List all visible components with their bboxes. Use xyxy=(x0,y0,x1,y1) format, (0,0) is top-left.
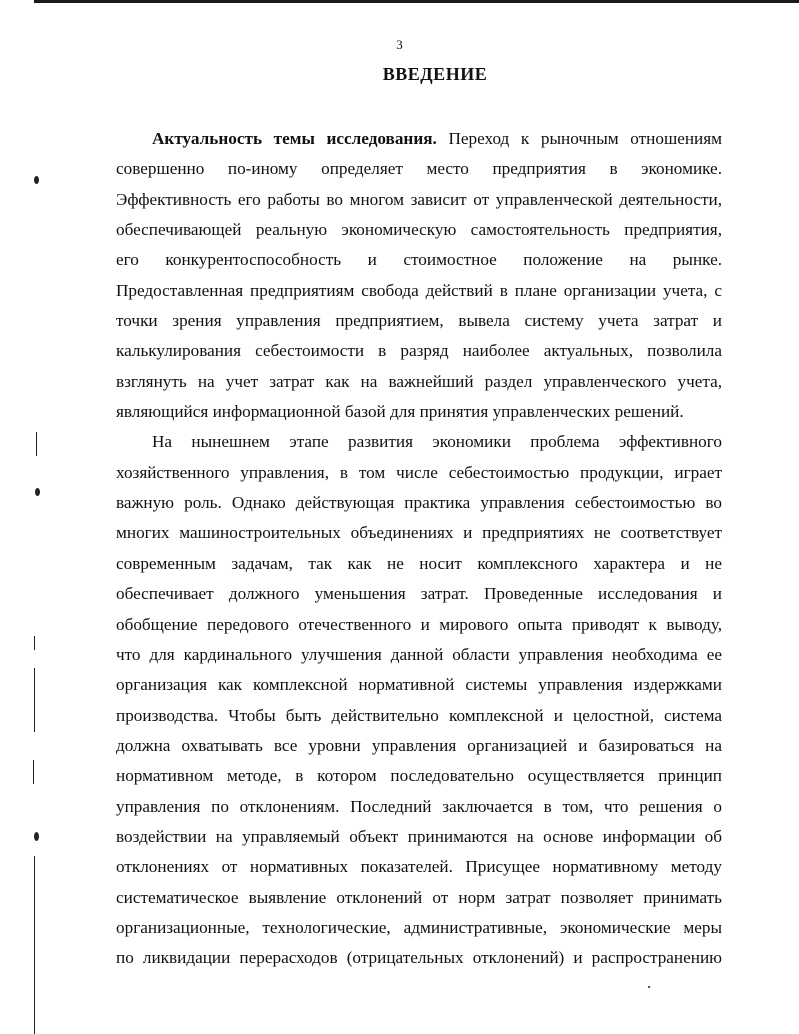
paragraph-line: управления по отклонениям. Последний заключается в том, что решения о xyxy=(116,796,722,816)
paragraph-line: организационные, технологические, административные, экономические меры xyxy=(116,917,722,937)
paragraph-line: калькулирования себестоимости в разряд наиболее актуальных, позволила xyxy=(116,341,722,361)
scan-mark xyxy=(34,832,39,841)
paragraph-line: совершенно по-иному определяет место предприятия в экономике. xyxy=(116,159,722,179)
scan-mark xyxy=(36,432,37,456)
scan-mark xyxy=(648,986,650,988)
paragraph-line: систематическое выявление отклонений от норм затрат позволяет принимать xyxy=(116,887,722,907)
paragraph-line: многих машиностроительных объединениях и предприятиях не соответствует xyxy=(116,523,722,543)
scan-mark xyxy=(35,488,40,496)
lead-heading: Актуальность темы исследования. xyxy=(152,129,437,148)
paragraph-line: организация как комплексной нормативной системы управления издержками xyxy=(116,675,722,695)
scan-mark xyxy=(34,176,39,184)
paragraph-line: важную роль. Однако действующая практика управления себестоимостью во xyxy=(116,493,722,513)
scan-mark xyxy=(34,636,35,650)
paragraph-line: являющийся информационной базой для принятия управленческих решений. xyxy=(116,402,684,422)
paragraph-line: Эффективность его работы во многом зависит от управленческой деятельности, xyxy=(116,189,722,209)
paragraph-line: должна охватывать все уровни управления организацией и базироваться на xyxy=(116,735,722,755)
page-title: ВВЕДЕНИЕ xyxy=(382,64,488,84)
paragraph-line: взглянуть на учет затрат как на важнейший раздел управленческого учета, xyxy=(116,371,722,391)
body-text xyxy=(116,124,722,974)
paragraph-line: обеспечивающей реальную экономическую самостоятельность предприятия, xyxy=(116,220,722,240)
paragraph-line: обеспечивает должного уменьшения затрат. Проведенные исследования и xyxy=(116,584,722,604)
scan-mark xyxy=(33,760,34,784)
paragraph-line: современным задачам, так как не носит комплексного характера и не xyxy=(116,553,722,573)
paragraph-line: обобщение передового отечественного и мирового опыта приводят к выводу, xyxy=(116,614,722,634)
scan-mark xyxy=(34,856,35,1034)
paragraph-line: воздействии на управляемый объект принимаются на основе информации об xyxy=(116,826,722,846)
paragraph-line: производства. Чтобы быть действительно комплексной и целостной, система xyxy=(116,705,722,725)
paragraph-line: На нынешнем этапе развития экономики проблема эффективного xyxy=(152,432,722,452)
paragraph-line: Предоставленная предприятиям свобода действий в плане организации учета, с xyxy=(116,280,722,300)
paragraph-line: по ликвидации перерасходов (отрицательных отклонений) и распространению xyxy=(116,948,722,968)
paragraph-line: его конкурентоспособность и стоимостное положение на рынке. xyxy=(116,250,722,270)
paragraph-line: Актуальность темы исследования. Переход к рыночным отношениям xyxy=(152,129,722,148)
paragraph-line: нормативном методе, в котором последовательно осуществляется принцип xyxy=(116,766,722,786)
paragraph-line: хозяйственного управления, в том числе себестоимостью продукции, играет xyxy=(116,462,722,482)
page-number: 3 xyxy=(396,37,403,52)
paragraph-line: отклонениях от нормативных показателей. Присущее нормативному методу xyxy=(116,857,722,877)
paragraph-line: что для кардинального улучшения данной области управления необходима ее xyxy=(116,644,722,664)
scan-mark xyxy=(34,668,35,732)
paragraph-line: точки зрения управления предприятием, вывела систему учета затрат и xyxy=(116,311,722,331)
scan-top-edge xyxy=(34,0,799,3)
